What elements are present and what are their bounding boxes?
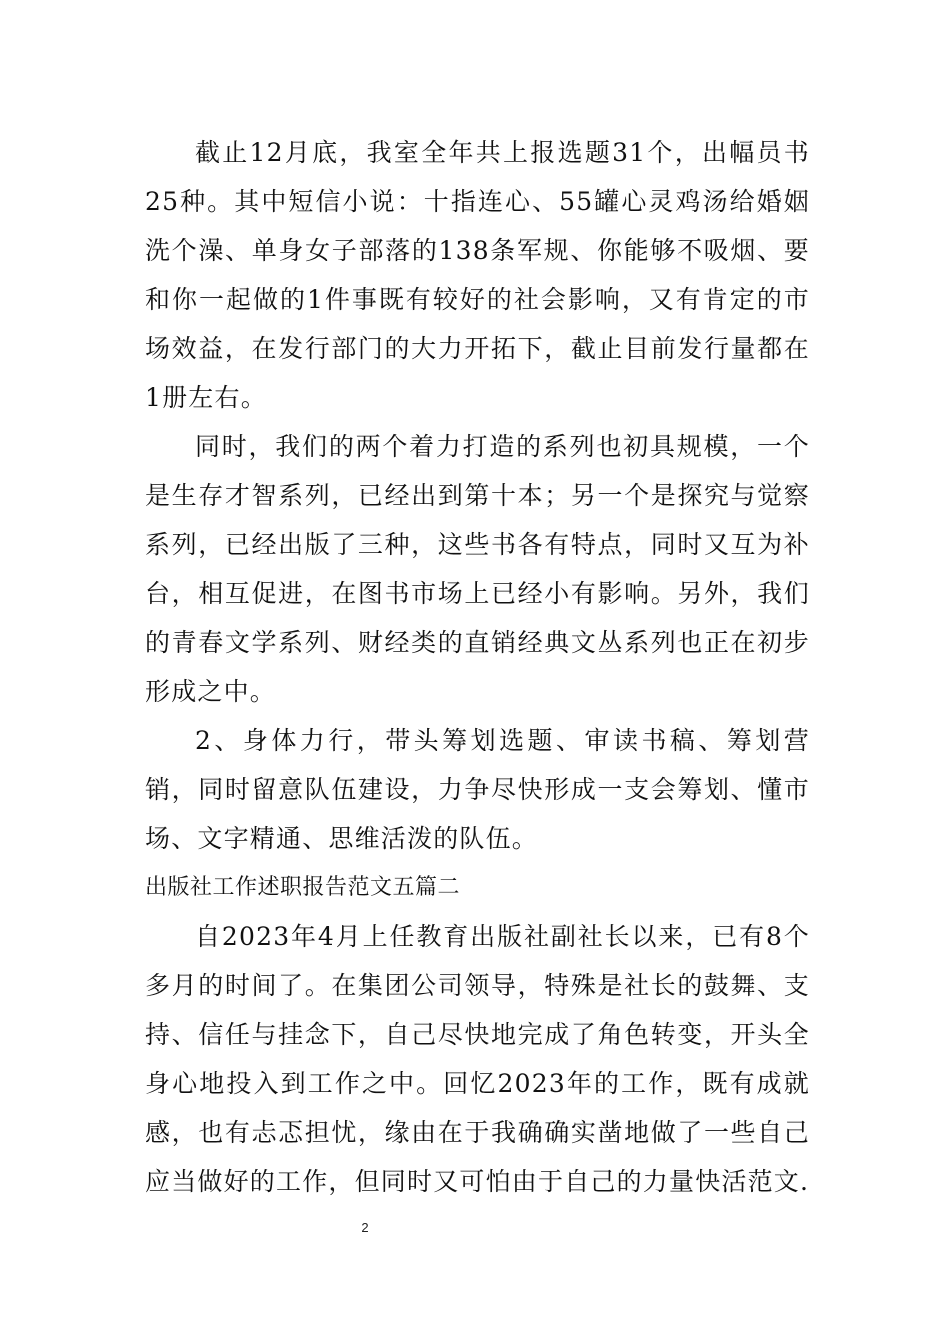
paragraph-2: 同时，我们的两个着力打造的系列也初具规模，一个是生存才智系列，已经出到第十本；另一个是探究与觉察系列，已经出版了三种，这些书各有特点，同时又互为补台，相互促进，在图书市场上已经小有影响。另外，我们的青春文学系列、财经类的直销经典文丛系列也正在初步形成之中。 <box>145 432 810 706</box>
paragraph-4: 自2023年4月上任教育出版社副社长以来，已有8个多月的时间了。在集团公司领导，特殊是社长的鼓舞、支持、信任与挂念下，自己尽快地完成了角色转变，开头全身心地投入到工作之中。回忆2023年的工作，既有成就感，也有忐忑担忧，缘由在于我确确实凿地做了一些自己应当做好的工作，但同时又可怕由于自己的力量快活范文. <box>145 922 810 1196</box>
page-number: 2 <box>361 1220 369 1235</box>
paragraph-3: 2、身体力行，带头筹划选题、审读书稿、筹划营销，同时留意队伍建设，力争尽快形成一支会筹划、懂市场、文字精通、思维活泼的队伍。 <box>145 726 810 853</box>
section-heading: 出版社工作述职报告范文五篇二 <box>145 875 461 900</box>
paragraph-1: 截止12月底，我室全年共上报选题31个，出幅员书25种。其中短信小说：十指连心、55罐心灵鸡汤给婚姻洗个澡、单身女子部落的138条军规、你能够不吸烟、要和你一起做的1件事既有较好的社会影响，又有肯定的市场效益，在发行部门的大力开拓下，截止目前发行量都在1册左右。 <box>145 138 810 412</box>
body-text <box>145 128 810 1206</box>
